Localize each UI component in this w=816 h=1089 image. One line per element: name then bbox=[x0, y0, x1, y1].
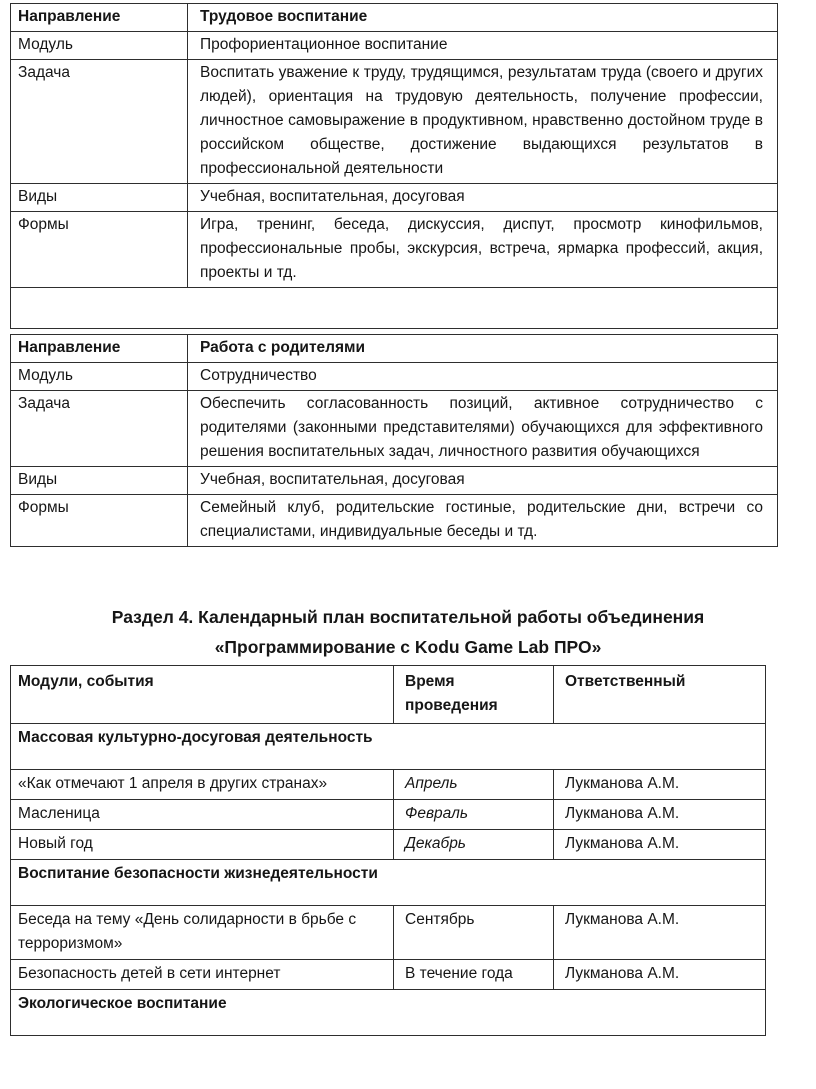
direction-table-labor bbox=[10, 3, 778, 329]
time-cell: Декабрь bbox=[394, 830, 554, 860]
row-value: Трудовое воспитание bbox=[188, 4, 778, 32]
row-value: Игра, тренинг, беседа, дискуссия, диспут, просмотр кинофильмов, профессиональные пробы, экскурсия, встреча, ярмарка профессий, акция, проекты и тд. bbox=[188, 212, 778, 288]
responsible-cell: Лукманова А.М. bbox=[554, 770, 766, 800]
section-label: Воспитание безопасности жизнедеятельности bbox=[11, 860, 766, 906]
row-value: Работа с родителями bbox=[188, 335, 778, 363]
responsible-cell: Лукманова А.М. bbox=[554, 906, 766, 960]
table-row-forms bbox=[11, 212, 778, 288]
table-row-forms bbox=[11, 495, 778, 547]
responsible-cell: Лукманова А.М. bbox=[554, 960, 766, 990]
table-row-module bbox=[11, 32, 778, 60]
event-cell: Масленица bbox=[11, 800, 394, 830]
section-row-mass-cultural bbox=[11, 724, 766, 770]
row-label: Модуль bbox=[11, 363, 188, 391]
table-row-task bbox=[11, 391, 778, 467]
section-row-life-safety bbox=[11, 860, 766, 906]
column-header-modules: Модули, события bbox=[11, 666, 394, 724]
table-row-kinds bbox=[11, 467, 778, 495]
calendar-item-row bbox=[11, 906, 766, 960]
calendar-item-row bbox=[11, 800, 766, 830]
table-row-module bbox=[11, 363, 778, 391]
row-label: Виды bbox=[11, 184, 188, 212]
row-label: Виды bbox=[11, 467, 188, 495]
row-label: Формы bbox=[11, 212, 188, 288]
responsible-cell: Лукманова А.М. bbox=[554, 800, 766, 830]
row-value: Семейный клуб, родительские гостиные, родительские дни, встречи со специалистами, индивидуальные беседы и тд. bbox=[188, 495, 778, 547]
empty-spacer-cell bbox=[11, 288, 778, 329]
section-heading-line2: «Программирование с Kodu Game Lab ПРО» bbox=[214, 637, 602, 657]
time-cell: Апрель bbox=[394, 770, 554, 800]
event-cell: Новый год bbox=[11, 830, 394, 860]
spacer-row bbox=[11, 288, 778, 329]
row-value: Учебная, воспитательная, досуговая bbox=[188, 184, 778, 212]
time-cell: Сентябрь bbox=[394, 906, 554, 960]
row-value: Учебная, воспитательная, досуговая bbox=[188, 467, 778, 495]
event-cell: Безопасность детей в сети интернет bbox=[11, 960, 394, 990]
row-label: Формы bbox=[11, 495, 188, 547]
row-label: Направление bbox=[11, 4, 188, 32]
section-label: Массовая культурно-досуговая деятельность bbox=[11, 724, 766, 770]
row-value: Обеспечить согласованность позиций, активное сотрудничество с родителями (законными представителями) обучающихся для эффективного решения воспитательных задач, личностного развития обучающихся bbox=[188, 391, 778, 467]
time-cell: В течение года bbox=[394, 960, 554, 990]
calendar-header-row bbox=[11, 666, 766, 724]
calendar-item-row bbox=[11, 830, 766, 860]
section-label: Экологическое воспитание bbox=[11, 990, 766, 1036]
row-label: Направление bbox=[11, 335, 188, 363]
responsible-cell: Лукманова А.М. bbox=[554, 830, 766, 860]
event-cell: Беседа на тему «День солидарности в брьбе с терроризмом» bbox=[11, 906, 394, 960]
table-row-kinds bbox=[11, 184, 778, 212]
direction-table-parents bbox=[10, 334, 778, 547]
column-header-time: Время проведения bbox=[394, 666, 554, 724]
time-cell: Февраль bbox=[394, 800, 554, 830]
section-heading-line1: Раздел 4. Календарный план воспитательной работы объединения bbox=[111, 607, 705, 627]
event-cell: «Как отмечают 1 апреля в других странах» bbox=[11, 770, 394, 800]
row-label: Задача bbox=[11, 391, 188, 467]
row-value: Воспитать уважение к труду, трудящимся, результатам труда (своего и других людей), ориентация на трудовую деятельность, получение профессии, личностное самовыражение в продуктивном, нравственно достойном труде в российском обществе, достижение выдающихся результатов в профессиональной деятельности bbox=[188, 60, 778, 184]
column-header-responsible: Ответственный bbox=[554, 666, 766, 724]
table-row-direction bbox=[11, 335, 778, 363]
table-row-task bbox=[11, 60, 778, 184]
section-heading bbox=[0, 602, 816, 662]
row-value: Сотрудничество bbox=[188, 363, 778, 391]
row-label: Модуль bbox=[11, 32, 188, 60]
row-value: Профориентационное воспитание bbox=[188, 32, 778, 60]
calendar-item-row bbox=[11, 960, 766, 990]
calendar-table bbox=[10, 665, 766, 1036]
row-label: Задача bbox=[11, 60, 188, 184]
section-row-ecology bbox=[11, 990, 766, 1036]
calendar-item-row bbox=[11, 770, 766, 800]
table-row-direction bbox=[11, 4, 778, 32]
